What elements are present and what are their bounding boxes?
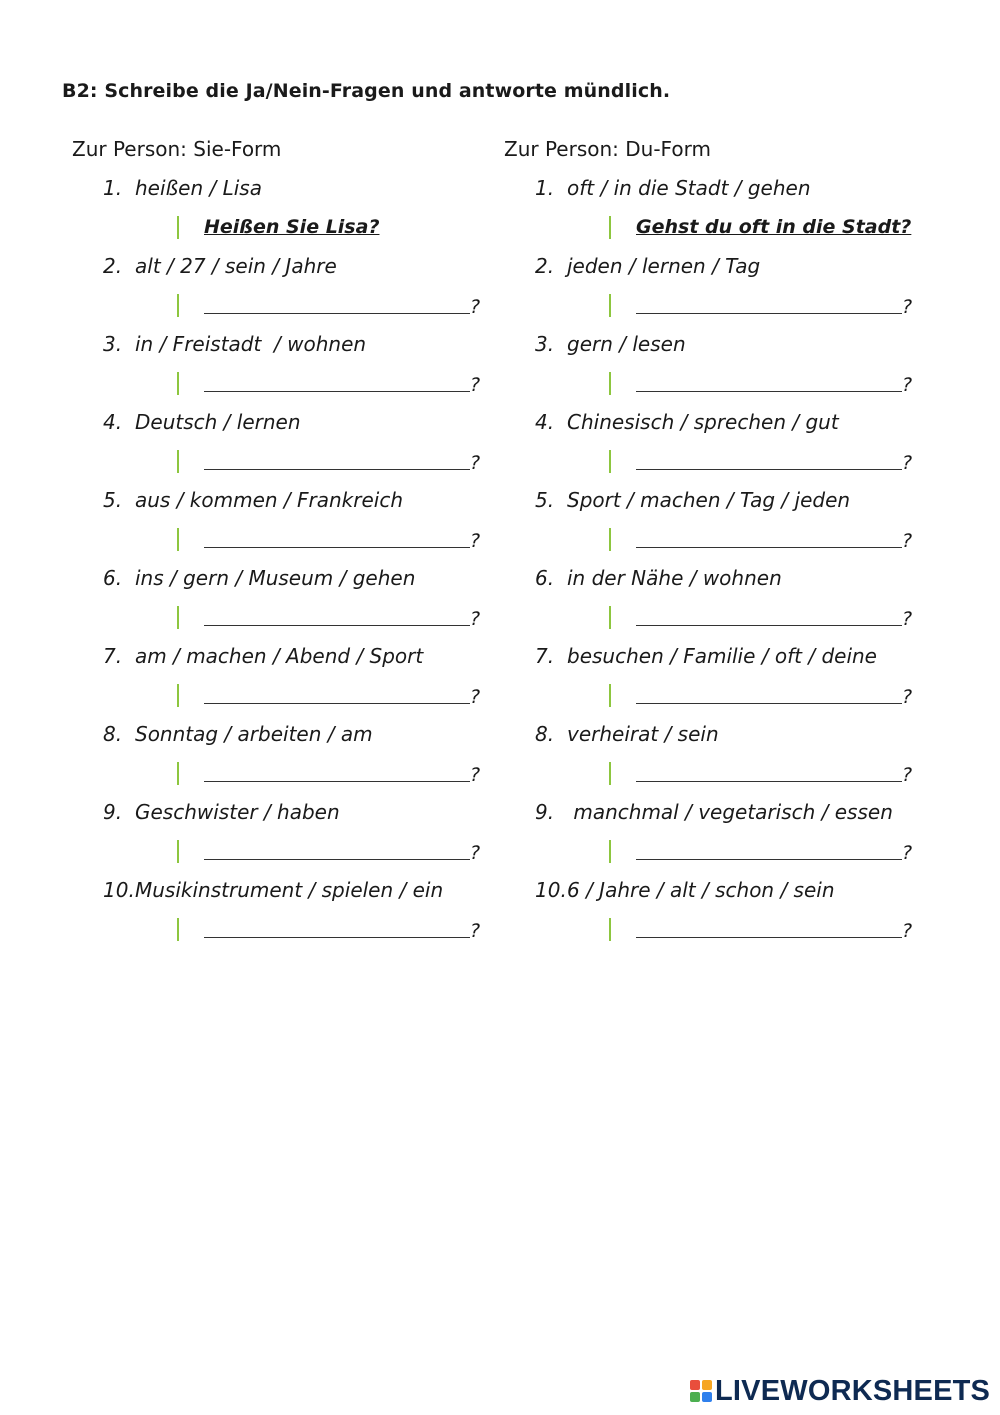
- question-mark: ?: [470, 920, 481, 942]
- exercise-number: 6.: [103, 566, 123, 590]
- exercise-prompt: [504, 642, 944, 681]
- exercise-number: 8.: [535, 722, 555, 746]
- question-mark: ?: [470, 374, 481, 396]
- question-mark: ?: [902, 296, 913, 318]
- exercise-prompt: [72, 408, 512, 447]
- answer-marker-bar: [177, 528, 179, 551]
- question-mark: ?: [902, 608, 913, 630]
- answer-marker-bar: [609, 372, 611, 395]
- column-title: Zur Person: Du-Form: [504, 137, 711, 161]
- exercise-item: [72, 408, 512, 486]
- answer-row: [504, 759, 944, 798]
- exercise-number: 7.: [535, 644, 555, 668]
- exercise-item: [72, 252, 512, 330]
- exercise-prompt: [504, 330, 944, 369]
- question-mark: ?: [902, 530, 913, 552]
- answer-marker-bar: [177, 216, 179, 239]
- exercise-words: 6 / Jahre / alt / schon / sein: [567, 878, 835, 902]
- question-mark: ?: [902, 374, 913, 396]
- answer-marker-bar: [177, 606, 179, 629]
- exercise-item: [72, 486, 512, 564]
- exercise-list: [72, 174, 512, 954]
- exercise-prompt: [504, 252, 944, 291]
- answer-blank-field[interactable]: [204, 391, 470, 392]
- exercise-number: 6.: [535, 566, 555, 590]
- answer-row: [72, 603, 512, 642]
- answer-blank-field[interactable]: [204, 469, 470, 470]
- question-mark: ?: [470, 764, 481, 786]
- exercise-number: 7.: [103, 644, 123, 668]
- logo-blocks-icon: [690, 1380, 712, 1402]
- answer-marker-bar: [177, 294, 179, 317]
- answer-row: [72, 837, 512, 876]
- answer-marker-bar: [609, 840, 611, 863]
- liveworksheets-logo: [690, 1376, 990, 1406]
- exercise-prompt: [72, 720, 512, 759]
- answer-marker-bar: [177, 840, 179, 863]
- answer-row: [504, 603, 944, 642]
- answer-row: [72, 915, 512, 954]
- question-mark: ?: [902, 452, 913, 474]
- exercise-prompt: [72, 798, 512, 837]
- answer-row: [504, 213, 944, 252]
- exercise-number: 2.: [103, 254, 123, 278]
- answer-row: [72, 369, 512, 408]
- answer-blank-field[interactable]: [204, 703, 470, 704]
- exercise-prompt: [504, 564, 944, 603]
- answer-blank-field[interactable]: [204, 547, 470, 548]
- exercise-number: 8.: [103, 722, 123, 746]
- exercise-words: am / machen / Abend / Sport: [135, 644, 424, 668]
- exercise-item: [504, 330, 944, 408]
- question-mark: ?: [470, 530, 481, 552]
- answer-blank-field[interactable]: [204, 781, 470, 782]
- exercise-number: 3.: [535, 332, 555, 356]
- answer-marker-bar: [609, 450, 611, 473]
- answer-row: [504, 291, 944, 330]
- answer-marker-bar: [609, 216, 611, 239]
- answer-marker-bar: [177, 762, 179, 785]
- exercise-number: 5.: [535, 488, 555, 512]
- exercise-item: [504, 876, 944, 954]
- answer-blank-field[interactable]: [204, 625, 470, 626]
- exercise-prompt: [504, 408, 944, 447]
- answer-blank-field[interactable]: [636, 547, 902, 548]
- exercise-prompt: [72, 642, 512, 681]
- exercise-item: [72, 330, 512, 408]
- exercise-words: verheirat / sein: [567, 722, 719, 746]
- exercise-item: [72, 564, 512, 642]
- exercise-words: in der Nähe / wohnen: [567, 566, 782, 590]
- answer-blank-field[interactable]: [204, 859, 470, 860]
- column-sie-form: [72, 136, 512, 954]
- logo-block: [702, 1380, 712, 1390]
- answer-marker-bar: [177, 918, 179, 941]
- answer-row: [504, 447, 944, 486]
- exercise-words: heißen / Lisa: [135, 176, 262, 200]
- exercise-words: Geschwister / haben: [135, 800, 340, 824]
- column-du-form: [504, 136, 944, 954]
- exercise-number: 9.: [103, 800, 123, 824]
- exercise-words: aus / kommen / Frankreich: [135, 488, 404, 512]
- exercise-item: [72, 642, 512, 720]
- answer-row: [72, 759, 512, 798]
- answer-row: [504, 837, 944, 876]
- answer-row: [72, 291, 512, 330]
- exercise-item: [72, 720, 512, 798]
- exercise-words: in / Freistadt / wohnen: [135, 332, 367, 356]
- exercise-words: ins / gern / Museum / gehen: [135, 566, 416, 590]
- exercise-words: Musikinstrument / spielen / ein: [135, 878, 444, 902]
- column-title: Zur Person: Sie-Form: [72, 137, 282, 161]
- answer-row: [504, 369, 944, 408]
- answer-marker-bar: [609, 294, 611, 317]
- answer-row: [504, 915, 944, 954]
- answer-row: [72, 525, 512, 564]
- exercise-item: [504, 720, 944, 798]
- exercise-number: 4.: [103, 410, 123, 434]
- answer-marker-bar: [609, 606, 611, 629]
- logo-block: [702, 1392, 712, 1402]
- exercise-words: gern / lesen: [567, 332, 686, 356]
- answer-marker-bar: [177, 450, 179, 473]
- exercise-words: oft / in die Stadt / gehen: [567, 176, 811, 200]
- exercise-number: 1.: [535, 176, 555, 200]
- question-mark: ?: [902, 842, 913, 864]
- exercise-item: [72, 174, 512, 252]
- exercise-prompt: [72, 486, 512, 525]
- exercise-number: 10.: [103, 878, 135, 902]
- answer-blank-field[interactable]: [636, 781, 902, 782]
- answer-row: [504, 681, 944, 720]
- exercise-number: 10.: [535, 878, 567, 902]
- exercise-item: [504, 252, 944, 330]
- exercise-words: Sport / machen / Tag / jeden: [567, 488, 851, 512]
- exercise-words: jeden / lernen / Tag: [567, 254, 761, 278]
- answer-row: [504, 525, 944, 564]
- exercise-number: 3.: [103, 332, 123, 356]
- example-answer: Heißen Sie Lisa?: [204, 216, 380, 238]
- exercise-item: [504, 174, 944, 252]
- answer-blank-field[interactable]: [636, 313, 902, 314]
- exercise-item: [504, 798, 944, 876]
- answer-marker-bar: [609, 918, 611, 941]
- question-mark: ?: [902, 764, 913, 786]
- exercise-item: [504, 486, 944, 564]
- logo-text: LIVEWORKSHEETS: [715, 1374, 991, 1407]
- logo-block: [690, 1380, 700, 1390]
- answer-blank-field[interactable]: [636, 391, 902, 392]
- question-mark: ?: [470, 296, 481, 318]
- question-mark: ?: [902, 686, 913, 708]
- question-mark: ?: [470, 842, 481, 864]
- exercise-number: 4.: [535, 410, 555, 434]
- exercise-prompt: [72, 174, 512, 213]
- answer-row: [72, 447, 512, 486]
- answer-marker-bar: [609, 684, 611, 707]
- exercise-item: [504, 408, 944, 486]
- answer-marker-bar: [177, 684, 179, 707]
- exercise-words: Chinesisch / sprechen / gut: [567, 410, 839, 434]
- exercise-prompt: [504, 876, 944, 915]
- answer-marker-bar: [609, 528, 611, 551]
- answer-row: [72, 213, 512, 252]
- exercise-words: Deutsch / lernen: [135, 410, 301, 434]
- exercise-number: 2.: [535, 254, 555, 278]
- answer-blank-field[interactable]: [636, 859, 902, 860]
- exercise-prompt: [504, 174, 944, 213]
- exercise-item: [72, 798, 512, 876]
- answer-blank-field[interactable]: [204, 313, 470, 314]
- answer-row: [72, 681, 512, 720]
- answer-blank-field[interactable]: [636, 625, 902, 626]
- exercise-item: [504, 564, 944, 642]
- exercise-prompt: [72, 876, 512, 915]
- exercise-prompt: [72, 564, 512, 603]
- exercise-item: [504, 642, 944, 720]
- exercise-words: Sonntag / arbeiten / am: [135, 722, 373, 746]
- exercise-item: [72, 876, 512, 954]
- answer-blank-field[interactable]: [636, 703, 902, 704]
- exercise-prompt: [504, 798, 944, 837]
- example-answer: Gehst du oft in die Stadt?: [636, 216, 912, 238]
- exercise-prompt: [72, 252, 512, 291]
- exercise-number: 9.: [535, 800, 555, 824]
- answer-marker-bar: [177, 372, 179, 395]
- question-mark: ?: [470, 608, 481, 630]
- logo-block: [690, 1392, 700, 1402]
- exercise-number: 1.: [103, 176, 123, 200]
- exercise-prompt: [504, 720, 944, 759]
- answer-blank-field[interactable]: [204, 937, 470, 938]
- question-mark: ?: [902, 920, 913, 942]
- exercise-prompt: [504, 486, 944, 525]
- exercise-words: besuchen / Familie / oft / deine: [567, 644, 877, 668]
- exercise-list: [504, 174, 944, 954]
- worksheet-heading: B2: Schreibe die Ja/Nein-Fragen und antworte mündlich.: [62, 80, 671, 102]
- answer-blank-field[interactable]: [636, 937, 902, 938]
- exercise-prompt: [72, 330, 512, 369]
- answer-marker-bar: [609, 762, 611, 785]
- question-mark: ?: [470, 452, 481, 474]
- question-mark: ?: [470, 686, 481, 708]
- exercise-words: manchmal / vegetarisch / essen: [567, 800, 893, 824]
- answer-blank-field[interactable]: [636, 469, 902, 470]
- exercise-number: 5.: [103, 488, 123, 512]
- exercise-words: alt / 27 / sein / Jahre: [135, 254, 337, 278]
